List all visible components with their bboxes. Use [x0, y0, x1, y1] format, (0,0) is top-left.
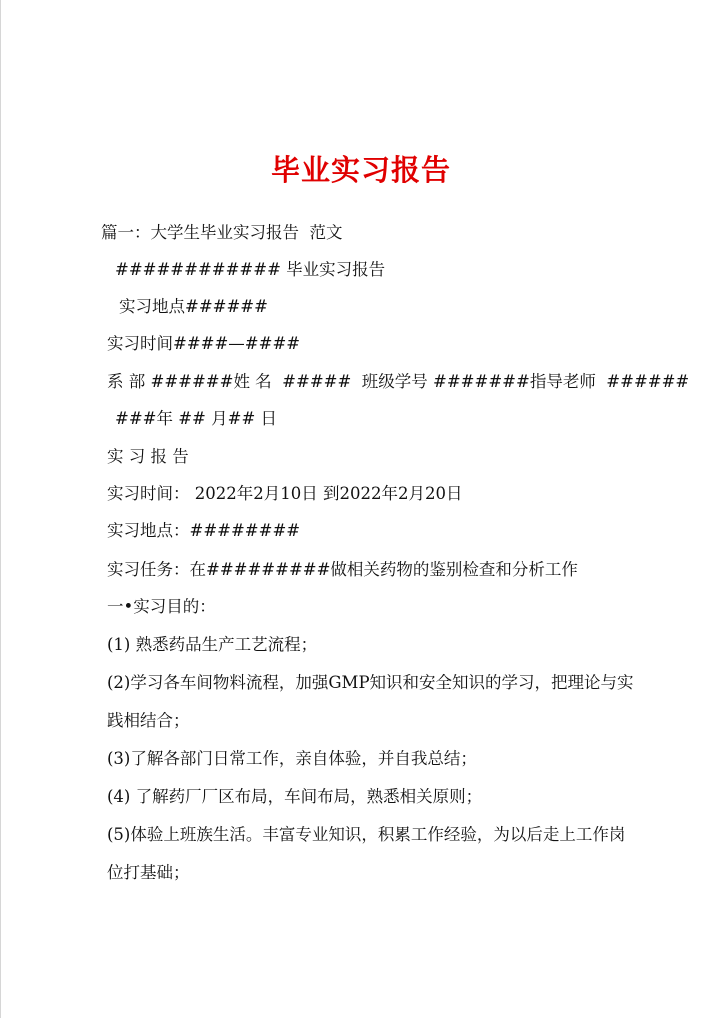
text-line: (5)体验上班族生活。丰富专业知识，积累工作经验，为以后走上工作岗	[107, 825, 626, 844]
text-line: 位打基础；	[107, 863, 190, 882]
text-line: 实习地点######	[119, 297, 268, 316]
text-line: (2)学习各车间物料流程，加强GMP知识和安全知识的学习，把理论与实	[107, 673, 634, 692]
document-title: 毕业实习报告	[270, 153, 451, 187]
text-line: 实习时间####—####	[107, 334, 301, 353]
text-line: 实习地点：########	[107, 521, 301, 540]
text-line: 践相结合；	[107, 711, 190, 730]
text-line: 实习时间： 2022年2月10日 到2022年2月20日	[107, 484, 463, 503]
text-line: ###年 ## 月## 日	[115, 409, 278, 428]
text-line: 实 习 报 告	[107, 447, 189, 466]
text-line: (4) 了解药厂厂区布局，车间布局，熟悉相关原则；	[107, 787, 483, 806]
text-line: 系 部 ######姓 名 ##### 班级学号 #######指导老师 ######	[107, 372, 690, 391]
text-line: 篇一：大学生毕业实习报告 范文	[101, 223, 343, 242]
text-line: (1) 熟悉药品生产工艺流程；	[107, 635, 318, 654]
text-line: 实习任务：在#########做相关药物的鉴别检查和分析工作	[107, 560, 578, 579]
text-line: ############ 毕业实习报告	[115, 260, 386, 279]
text-line: 一•实习目的：	[107, 597, 216, 616]
text-line: (3)了解各部门日常工作，亲自体验，并自我总结；	[107, 749, 477, 768]
